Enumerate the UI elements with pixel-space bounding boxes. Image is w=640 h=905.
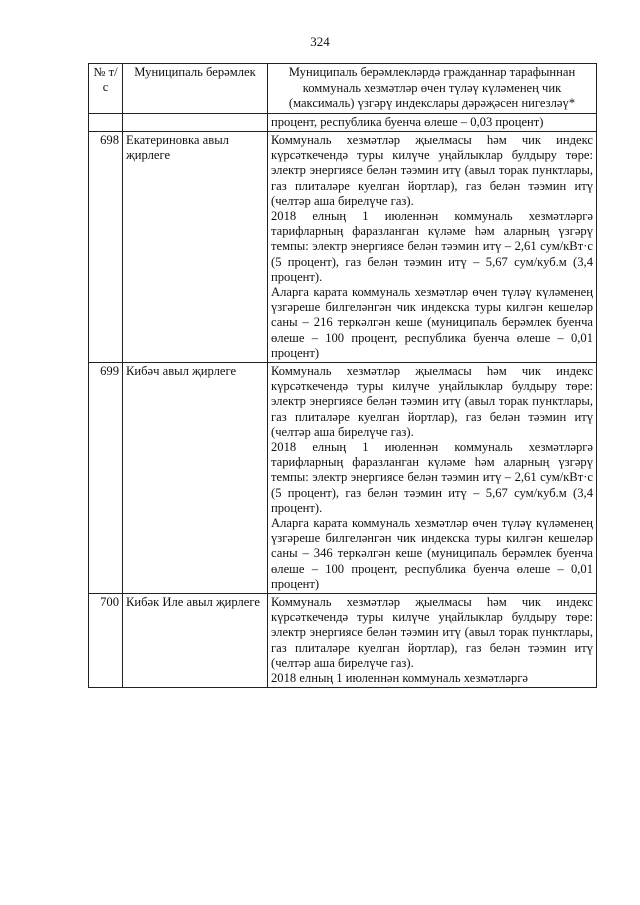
row-description bbox=[268, 131, 597, 362]
row-number: 698 bbox=[89, 131, 123, 362]
table-row-continuation bbox=[89, 113, 597, 131]
description-paragraph: Коммуналь хезмәтләр җыелмасы һәм чик индекс күрсәткечендә туры килүче уңайлыклар булдыру төре: электр энергиясе белән тәэмин итү (авыл торак пунктлары, газ плиталәре куелган йортлар), газ белән тәэмин итү (челтәр аша бирелүче газ). bbox=[271, 132, 593, 208]
table-row bbox=[89, 594, 597, 688]
cell-empty-municipality bbox=[123, 113, 268, 131]
description-paragraph: Коммуналь хезмәтләр җыелмасы һәм чик индекс күрсәткечендә туры килүче уңайлыклар булдыру төре: электр энергиясе белән тәэмин итү (авыл торак пунктлары, газ плиталәре куелган йортлар), газ белән тәэмин итү (челтәр аша бирелүче газ). bbox=[271, 595, 593, 670]
description-paragraph: 2018 елның 1 июленнән коммуналь хезмәтләргә тарифларның фаразланган күләме һәм аларның үзгәрү темпы: электр энергиясе белән тәэмин итү – 2,61 сум/кВт·с (5 процент), газ белән тәэмин итү – 5,67 сум/куб.м (3,4 процент). bbox=[271, 209, 593, 284]
header-description-text: Муниципаль берәмлекләрдә гражданнар тарафыннан коммуналь хезмәтләр өчен түләү күләменең чик (максималь) үзгәрү индекслары дәрәҗәсен нигезләү* bbox=[288, 65, 576, 111]
description-paragraph: Коммуналь хезмәтләр җыелмасы һәм чик индекс күрсәткечендә туры килүче уңайлыклар булдыру төре: электр энергиясе белән тәэмин итү (авыл торак пунктлары, газ плиталәре куелган йортлар), газ белән тәэмин итү (челтәр аша бирелүче газ). bbox=[271, 364, 593, 439]
description-paragraph: Аларга карата коммуналь хезмәтләр өчен түләү күләменең үзгәреше билгеләнгән чик индекска туры килгән кешеләр саны – 346 теркәлгән кеше (муниципаль берәмлек буенча өлеше – 100 процент, республика буенча өлеше – 0,01 процент) bbox=[271, 516, 593, 591]
description-paragraph: 2018 елның 1 июленнән коммуналь хезмәтләргә bbox=[271, 671, 528, 686]
cell-empty-number bbox=[89, 113, 123, 131]
header-number: № т/с bbox=[89, 64, 123, 114]
table-row bbox=[89, 131, 597, 362]
row-municipality: Екатериновка авыл җирлеге bbox=[123, 131, 268, 362]
row-municipality: Кибәч авыл җирлеге bbox=[123, 363, 268, 594]
row-number: 699 bbox=[89, 363, 123, 594]
row-number: 700 bbox=[89, 594, 123, 688]
tariff-index-table bbox=[88, 63, 597, 688]
continuation-text: процент, республика буенча өлеше – 0,03 процент) bbox=[271, 114, 544, 129]
header-description bbox=[268, 64, 597, 114]
description-paragraph: 2018 елның 1 июленнән коммуналь хезмәтләргә тарифларның фаразланган күләме һәм аларның үзгәрү темпы: электр энергиясе белән тәэмин итү – 2,61 сум/кВт·с (5 процент), газ белән тәэмин итү – 5,67 сум/куб.м (3,4 процент). bbox=[271, 440, 593, 515]
row-description bbox=[268, 363, 597, 594]
row-municipality: Кибәк Иле авыл җирлеге bbox=[123, 594, 268, 688]
cell-continuation bbox=[268, 113, 597, 131]
table-header-row bbox=[89, 64, 597, 114]
row-description bbox=[268, 594, 597, 688]
page-number: 324 bbox=[310, 34, 330, 49]
header-municipality: Муниципаль берәмлек bbox=[123, 64, 268, 114]
table-row bbox=[89, 363, 597, 594]
description-paragraph: Аларга карата коммуналь хезмәтләр өчен түләү күләменең үзгәреше билгеләнгән чик индекска туры килгән кешеләр саны – 216 теркәлгән кеше (муниципаль берәмлек буенча өлеше – 100 процент, республика буенча өлеше – 0,01 процент) bbox=[271, 285, 593, 360]
